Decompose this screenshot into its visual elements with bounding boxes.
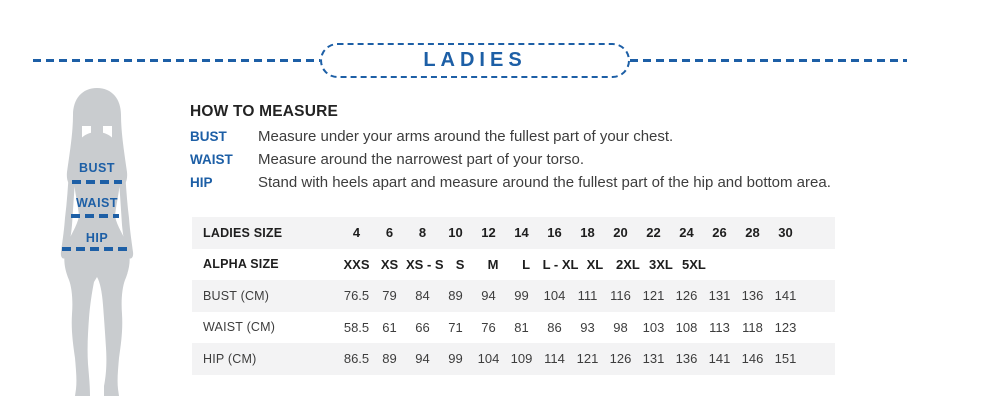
size-table-cell: 136	[675, 351, 698, 367]
size-table-cell: 109	[510, 351, 533, 367]
size-table-row	[192, 217, 835, 249]
measure-key-waist: WAIST	[190, 152, 233, 167]
measure-text-waist: Measure around the narrowest part of your torso.	[258, 151, 585, 168]
size-table-cell: 141	[774, 288, 797, 304]
size-table-cell: 126	[675, 288, 698, 304]
size-table-cell: 16	[547, 225, 562, 241]
size-table-cell: S	[455, 256, 465, 272]
measure-text-bust: Measure under your arms around the fullest part of your chest.	[258, 128, 674, 145]
size-table-cell: 123	[774, 319, 797, 335]
size-table-cell: XXS	[343, 256, 370, 272]
size-table-cell: 94	[481, 288, 496, 304]
size-table-cell: 104	[543, 288, 566, 304]
figure-hip-label: HIP	[85, 231, 109, 245]
size-table-cell: 103	[642, 319, 665, 335]
size-table-cell: 84	[415, 288, 430, 304]
size-table-cell: 121	[576, 351, 599, 367]
female-silhouette-figure	[36, 85, 158, 407]
size-table-row-label: LADIES SIZE	[203, 225, 283, 240]
measure-instruction-hip	[190, 174, 910, 191]
size-table-cell: 8	[418, 225, 427, 241]
size-table-cell: 2XL	[616, 256, 640, 272]
measure-text-hip: Stand with heels apart and measure around the fullest part of the hip and bottom area.	[258, 174, 831, 191]
size-table-cell: 12	[481, 225, 496, 241]
size-table-cell: 89	[448, 288, 463, 304]
size-table-cell: 141	[708, 351, 731, 367]
size-table-cell: 136	[741, 288, 764, 304]
size-table-cell: XS - S	[406, 256, 444, 272]
figure-waist-dashed-line	[71, 214, 119, 218]
measure-instruction-waist	[190, 151, 910, 168]
size-table-cell: 28	[745, 225, 760, 241]
size-table-cell: 14	[514, 225, 529, 241]
size-table-cell: 61	[382, 319, 397, 335]
size-table-cell: 89	[382, 351, 397, 367]
size-table-cell: 131	[642, 351, 665, 367]
size-table-row-label: HIP (CM)	[203, 351, 257, 366]
female-silhouette-icon	[36, 85, 158, 407]
size-table-cell: L	[522, 256, 531, 272]
size-table-cell: 121	[642, 288, 665, 304]
size-table-cell: 114	[544, 351, 565, 367]
size-table-cell: 5XL	[682, 256, 706, 272]
size-table-cell: 79	[382, 288, 397, 304]
size-table-cell: 118	[742, 319, 763, 335]
size-table-cell: 10	[448, 225, 463, 241]
size-table-cell: 71	[448, 319, 463, 335]
figure-hip-dashed-line	[62, 247, 128, 251]
size-table-cell: 76.5	[343, 288, 370, 304]
header-dashed-line-left	[33, 59, 320, 62]
ladies-section-badge	[320, 43, 630, 78]
size-table-cell: 30	[778, 225, 793, 241]
size-table-cell: 81	[514, 319, 529, 335]
size-table-cell: 99	[514, 288, 529, 304]
size-table-row-label: ALPHA SIZE	[203, 257, 279, 272]
size-table-cell: 131	[708, 288, 731, 304]
size-table-cell: 104	[477, 351, 500, 367]
size-table-cell: 86.5	[343, 351, 370, 367]
size-table-row-label: WAIST (CM)	[203, 320, 276, 335]
measure-key-bust: BUST	[190, 129, 227, 144]
size-table-cell: 108	[675, 319, 698, 335]
size-table-cell: 18	[580, 225, 595, 241]
size-table-cell: 146	[741, 351, 764, 367]
size-table-cell: 111	[577, 288, 598, 304]
size-table-cell: 126	[609, 351, 632, 367]
size-table-cell: 76	[481, 319, 496, 335]
size-table-cell: 3XL	[649, 256, 673, 272]
size-table-cell: 98	[613, 319, 628, 335]
size-table-cell: M	[487, 256, 499, 272]
header-dashed-line-right	[630, 59, 907, 62]
measure-instruction-bust	[190, 128, 910, 145]
size-table-cell: 6	[385, 225, 394, 241]
size-table-cell: 99	[448, 351, 463, 367]
size-table-cell: 86	[547, 319, 562, 335]
size-table-row	[192, 280, 835, 312]
size-table-row	[192, 249, 835, 281]
size-table-cell: 24	[679, 225, 694, 241]
size-table-cell: XL	[586, 256, 604, 272]
size-table-row-label: BUST (CM)	[203, 288, 270, 303]
size-table-cell: 151	[774, 351, 797, 367]
size-table-cell: 116	[610, 288, 631, 304]
measure-key-hip: HIP	[190, 175, 213, 190]
how-to-measure-title: HOW TO MEASURE	[190, 103, 339, 120]
section-title: LADIES	[423, 49, 527, 71]
size-table-cell: 113	[709, 319, 730, 335]
size-table-row	[192, 343, 835, 375]
figure-waist-label: WAIST	[75, 196, 119, 210]
figure-bust-dashed-line	[72, 180, 122, 184]
size-table-row	[192, 312, 835, 344]
size-table-cell: 20	[613, 225, 628, 241]
size-table-cell: L - XL	[542, 256, 579, 272]
size-table-cell: 26	[712, 225, 727, 241]
figure-bust-label: BUST	[78, 161, 116, 175]
size-table-cell: 4	[352, 225, 361, 241]
size-table-cell: 58.5	[343, 319, 370, 335]
size-table-cell: 22	[646, 225, 661, 241]
size-table-cell: 66	[415, 319, 430, 335]
size-table-cell: 94	[415, 351, 430, 367]
size-table-cell: 93	[580, 319, 595, 335]
size-table	[192, 217, 835, 375]
size-table-cell: XS	[380, 256, 399, 272]
